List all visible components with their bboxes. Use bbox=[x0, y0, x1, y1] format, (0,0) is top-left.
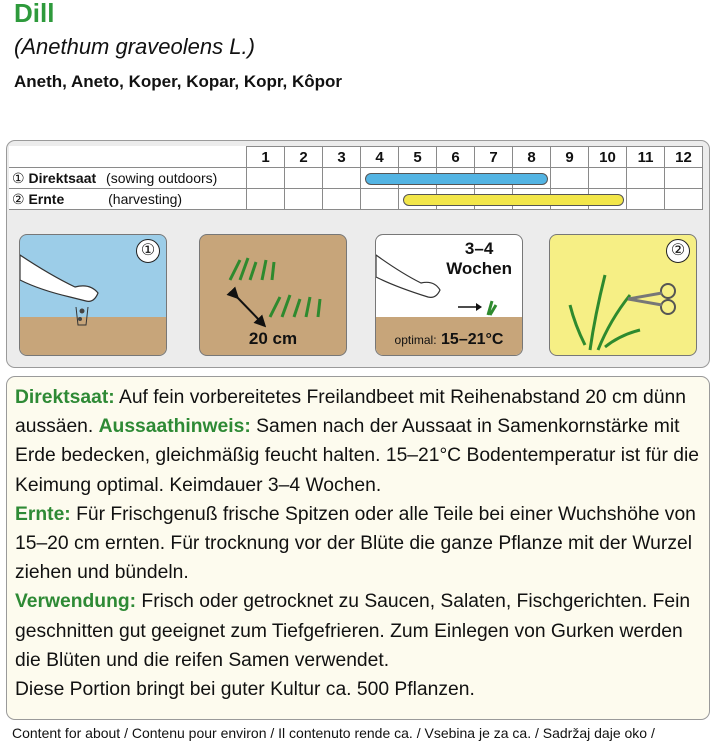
harvest-paragraph bbox=[15, 500, 709, 588]
step-number-1: ① bbox=[136, 239, 160, 263]
direktsaat-heading: Direktsaat: bbox=[15, 387, 115, 408]
sowing-row bbox=[9, 168, 703, 189]
harvest-cell bbox=[665, 189, 703, 210]
verwendung-heading: Verwendung: bbox=[15, 591, 137, 613]
month-12: 12 bbox=[665, 147, 703, 168]
germination-weeks: 3–4 bbox=[464, 239, 494, 258]
ernte-heading: Ernte: bbox=[15, 503, 71, 525]
germination-illustration bbox=[375, 234, 523, 356]
harvest-cell bbox=[627, 189, 665, 210]
aussaat-text: Samen nach der Aussaat in Samenkornstärke mit Erde bedecken, gleichmäßig feucht halten. 15–21°C Bodentemperatur ist für die Keimung optimal. Keimdauer 3–4 Wochen. bbox=[15, 416, 700, 496]
month-4: 4 bbox=[361, 147, 399, 168]
harvest-row bbox=[9, 189, 703, 210]
month-11: 11 bbox=[627, 147, 665, 168]
sowing-cell bbox=[361, 168, 399, 189]
month-9: 9 bbox=[551, 147, 589, 168]
harvest-period-bar bbox=[403, 194, 624, 206]
harvest-cell bbox=[247, 189, 285, 210]
harvest-cell bbox=[323, 189, 361, 210]
sowing-translation: (sowing outdoors) bbox=[106, 169, 218, 186]
sowing-cell bbox=[247, 168, 285, 189]
germination-duration bbox=[446, 239, 512, 279]
portion-text: Diese Portion bringt bei guter Kultur ca. 500 Pflanzen. bbox=[15, 679, 475, 701]
month-1: 1 bbox=[247, 147, 285, 168]
month-header-row bbox=[9, 147, 703, 168]
sowing-period-bar bbox=[365, 173, 548, 185]
spacing-illustration bbox=[199, 234, 347, 356]
temp-prefix: optimal: bbox=[394, 333, 437, 347]
sowing-cell bbox=[665, 168, 703, 189]
month-10: 10 bbox=[589, 147, 627, 168]
aussaat-heading: Aussaathinweis: bbox=[98, 416, 251, 438]
harvest-label: Ernte bbox=[28, 190, 65, 207]
instructions-box bbox=[6, 376, 710, 720]
sowing-marker: ① bbox=[12, 169, 25, 186]
footer-contents: Content for about / Contenu pour environ / Il contenuto rende ca. / Vsebina je za ca. / Sadržaj daje oko / bbox=[12, 725, 655, 741]
month-2: 2 bbox=[285, 147, 323, 168]
row-spacing-label: 20 cm bbox=[248, 329, 298, 348]
harvest-illustration bbox=[549, 234, 697, 356]
temp-value: 15–21°C bbox=[441, 331, 504, 348]
common-names: Aneth, Aneto, Koper, Kopar, Kopr, Kôpor bbox=[14, 72, 343, 91]
calendar-box bbox=[6, 140, 710, 368]
step-number-2: ② bbox=[666, 239, 690, 263]
sowing-cell bbox=[551, 168, 589, 189]
harvest-cell bbox=[399, 189, 437, 210]
optimal-temperature bbox=[376, 331, 522, 349]
calendar-grid bbox=[9, 146, 703, 210]
germination-unit: Wochen bbox=[446, 259, 512, 278]
harvest-marker: ② bbox=[12, 190, 25, 207]
month-8: 8 bbox=[513, 147, 551, 168]
month-7: 7 bbox=[475, 147, 513, 168]
month-6: 6 bbox=[437, 147, 475, 168]
latin-name: (Anethum graveolens L.) bbox=[14, 34, 255, 59]
harvest-row-label bbox=[9, 189, 247, 210]
sowing-cell bbox=[627, 168, 665, 189]
instructions-paragraph bbox=[15, 383, 709, 500]
usage-paragraph bbox=[15, 587, 709, 675]
sowing-row-label bbox=[9, 168, 247, 189]
product-title: Dill bbox=[14, 0, 55, 28]
sowing-label: Direktsaat bbox=[28, 169, 97, 186]
sowing-cell bbox=[323, 168, 361, 189]
verwendung-text: Frisch oder getrocknet zu Saucen, Salaten, Fischgerichten. Fein geschnitten gut geeignet zum Tiefgefrieren. Zum Einlegen von Gurken werden die Blüten und die reifen Samen verwendet. bbox=[15, 591, 691, 671]
sowing-illustration bbox=[19, 234, 167, 356]
sowing-cell bbox=[589, 168, 627, 189]
harvest-cell bbox=[285, 189, 323, 210]
ernte-text: Für Frischgenuß frische Spitzen oder alle Teile bei einer Wuchshöhe von 15–20 cm ernten. Für trocknung vor der Blüte die ganze Pflanze mit der Wurzel ziehen und bündeln. bbox=[15, 503, 696, 584]
month-5: 5 bbox=[399, 147, 437, 168]
month-3: 3 bbox=[323, 147, 361, 168]
sowing-cell bbox=[285, 168, 323, 189]
harvest-cell bbox=[361, 189, 399, 210]
direktsaat-text: Auf fein vorbereitetes Freilandbeet mit Reihenabstand 20 cm dünn aussäen. bbox=[15, 387, 686, 438]
month-header-blank bbox=[9, 147, 247, 168]
harvest-translation: (harvesting) bbox=[108, 190, 183, 207]
